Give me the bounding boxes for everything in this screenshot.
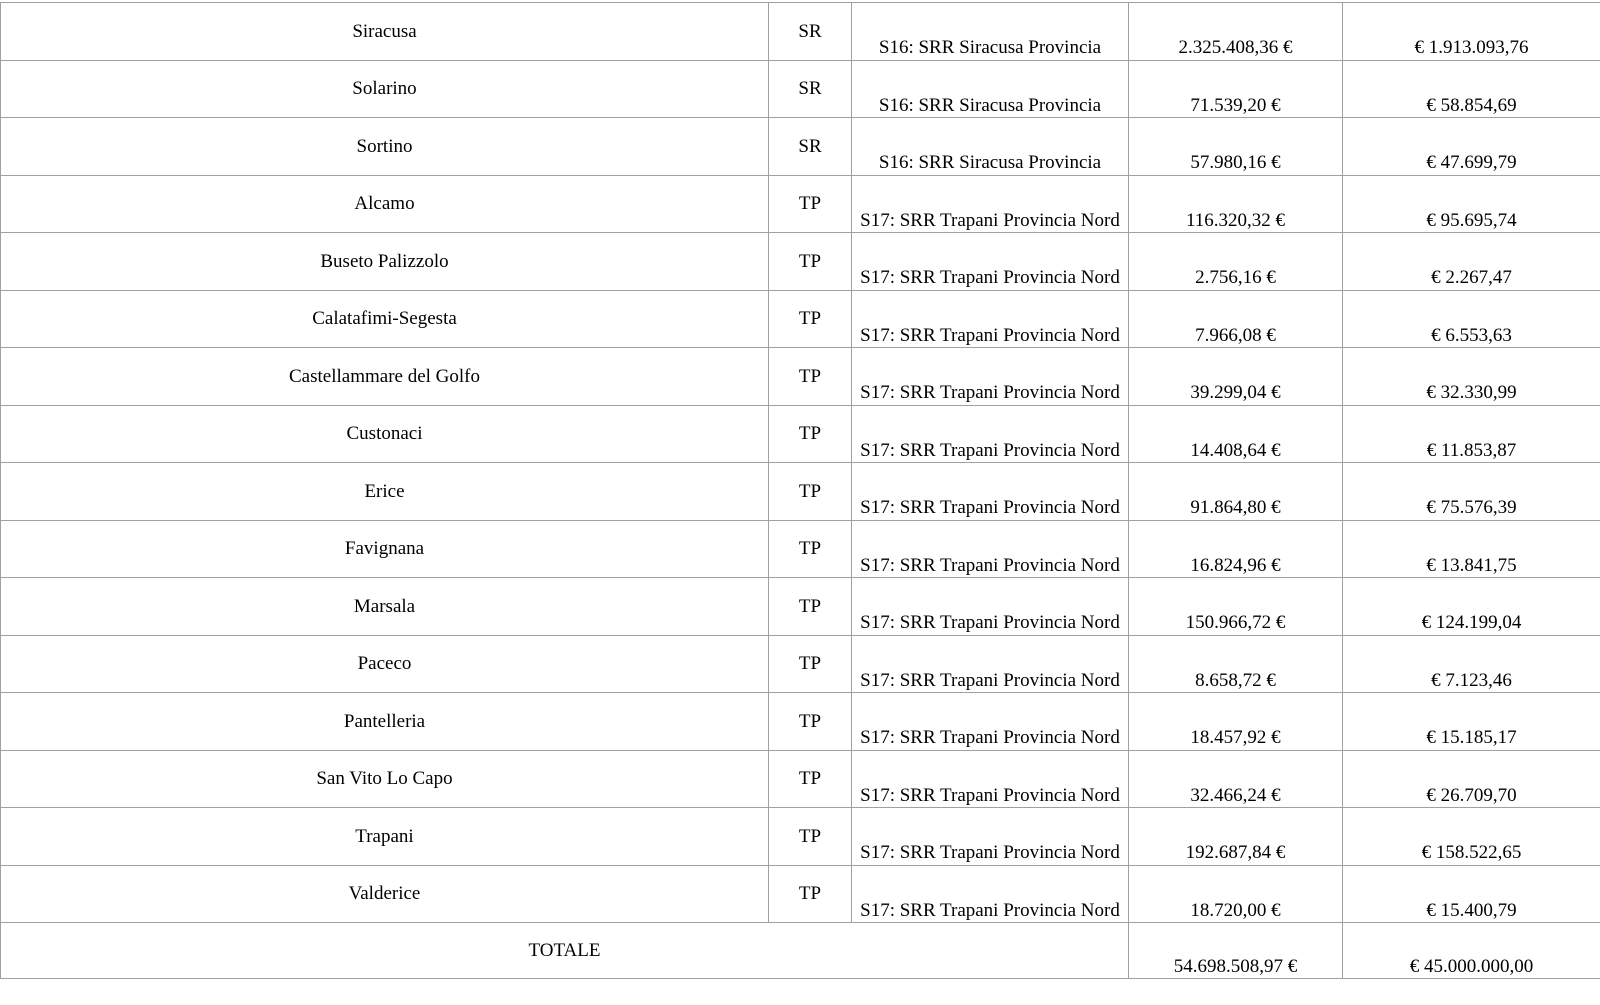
provincia-cell: TP [769,808,852,866]
table-row [1,290,1600,348]
srr-cell: S17: SRR Trapani Provincia Nord [852,635,1129,693]
provincia-cell: TP [769,463,852,521]
srr-cell: S17: SRR Trapani Provincia Nord [852,348,1129,406]
table-row [1,405,1600,463]
srr-cell: S16: SRR Siracusa Provincia [852,3,1129,61]
table-body [1,3,1600,979]
comune-cell: Valderice [1,865,769,923]
total-label: TOTALE [1,923,1129,979]
amount2-cell: € 124.199,04 [1343,578,1600,636]
comune-cell: Erice [1,463,769,521]
amount1-cell: 7.966,08 € [1129,290,1343,348]
amount1-cell: 91.864,80 € [1129,463,1343,521]
amount2-cell: € 26.709,70 [1343,750,1600,808]
table-row [1,865,1600,923]
amount1-cell: 32.466,24 € [1129,750,1343,808]
amount2-cell: € 7.123,46 [1343,635,1600,693]
provincia-cell: TP [769,348,852,406]
table-row [1,693,1600,751]
table-row [1,463,1600,521]
comune-cell: Calatafimi-Segesta [1,290,769,348]
table-row [1,520,1600,578]
amount1-cell: 116.320,32 € [1129,175,1343,233]
srr-cell: S17: SRR Trapani Provincia Nord [852,578,1129,636]
total-amount-1: 54.698.508,97 € [1129,923,1343,979]
provincia-cell: TP [769,865,852,923]
comune-cell: Trapani [1,808,769,866]
amount2-cell: € 6.553,63 [1343,290,1600,348]
amount2-cell: € 32.330,99 [1343,348,1600,406]
amount2-cell: € 2.267,47 [1343,233,1600,291]
amount1-cell: 2.325.408,36 € [1129,3,1343,61]
table-row [1,118,1600,176]
amount2-cell: € 158.522,65 [1343,808,1600,866]
total-row [1,923,1600,979]
table-row [1,175,1600,233]
srr-cell: S17: SRR Trapani Provincia Nord [852,750,1129,808]
srr-cell: S17: SRR Trapani Provincia Nord [852,233,1129,291]
amount2-cell: € 75.576,39 [1343,463,1600,521]
table-row [1,348,1600,406]
provincia-cell: TP [769,693,852,751]
amount1-cell: 192.687,84 € [1129,808,1343,866]
amount1-cell: 150.966,72 € [1129,578,1343,636]
provincia-cell: TP [769,175,852,233]
comune-cell: San Vito Lo Capo [1,750,769,808]
amount2-cell: € 15.400,79 [1343,865,1600,923]
comune-cell: Pantelleria [1,693,769,751]
srr-cell: S17: SRR Trapani Provincia Nord [852,290,1129,348]
amount2-cell: € 58.854,69 [1343,60,1600,118]
amount1-cell: 8.658,72 € [1129,635,1343,693]
table-row [1,750,1600,808]
amount1-cell: 14.408,64 € [1129,405,1343,463]
provincia-cell: TP [769,635,852,693]
comune-cell: Favignana [1,520,769,578]
amount1-cell: 39.299,04 € [1129,348,1343,406]
allocation-table [0,2,1600,979]
amount2-cell: € 13.841,75 [1343,520,1600,578]
provincia-cell: TP [769,405,852,463]
comune-cell: Castellammare del Golfo [1,348,769,406]
provincia-cell: TP [769,750,852,808]
total-amount-2: € 45.000.000,00 [1343,923,1600,979]
table-row [1,3,1600,61]
provincia-cell: TP [769,233,852,291]
comune-cell: Siracusa [1,3,769,61]
srr-cell: S17: SRR Trapani Provincia Nord [852,693,1129,751]
provincia-cell: SR [769,3,852,61]
table-row [1,578,1600,636]
table-row [1,60,1600,118]
amount2-cell: € 11.853,87 [1343,405,1600,463]
provincia-cell: TP [769,290,852,348]
table-row [1,233,1600,291]
srr-cell: S17: SRR Trapani Provincia Nord [852,175,1129,233]
srr-cell: S17: SRR Trapani Provincia Nord [852,463,1129,521]
provincia-cell: SR [769,118,852,176]
amount1-cell: 18.457,92 € [1129,693,1343,751]
srr-cell: S17: SRR Trapani Provincia Nord [852,865,1129,923]
amount1-cell: 18.720,00 € [1129,865,1343,923]
srr-cell: S16: SRR Siracusa Provincia [852,60,1129,118]
srr-cell: S17: SRR Trapani Provincia Nord [852,808,1129,866]
comune-cell: Custonaci [1,405,769,463]
comune-cell: Paceco [1,635,769,693]
amount1-cell: 71.539,20 € [1129,60,1343,118]
provincia-cell: TP [769,578,852,636]
comune-cell: Marsala [1,578,769,636]
comune-cell: Sortino [1,118,769,176]
amount1-cell: 2.756,16 € [1129,233,1343,291]
comune-cell: Solarino [1,60,769,118]
amount1-cell: 57.980,16 € [1129,118,1343,176]
srr-cell: S17: SRR Trapani Provincia Nord [852,405,1129,463]
comune-cell: Alcamo [1,175,769,233]
amount1-cell: 16.824,96 € [1129,520,1343,578]
srr-cell: S17: SRR Trapani Provincia Nord [852,520,1129,578]
amount2-cell: € 47.699,79 [1343,118,1600,176]
amount2-cell: € 1.913.093,76 [1343,3,1600,61]
table-row [1,635,1600,693]
amount2-cell: € 15.185,17 [1343,693,1600,751]
comune-cell: Buseto Palizzolo [1,233,769,291]
amount2-cell: € 95.695,74 [1343,175,1600,233]
srr-cell: S16: SRR Siracusa Provincia [852,118,1129,176]
provincia-cell: SR [769,60,852,118]
provincia-cell: TP [769,520,852,578]
table-row [1,808,1600,866]
